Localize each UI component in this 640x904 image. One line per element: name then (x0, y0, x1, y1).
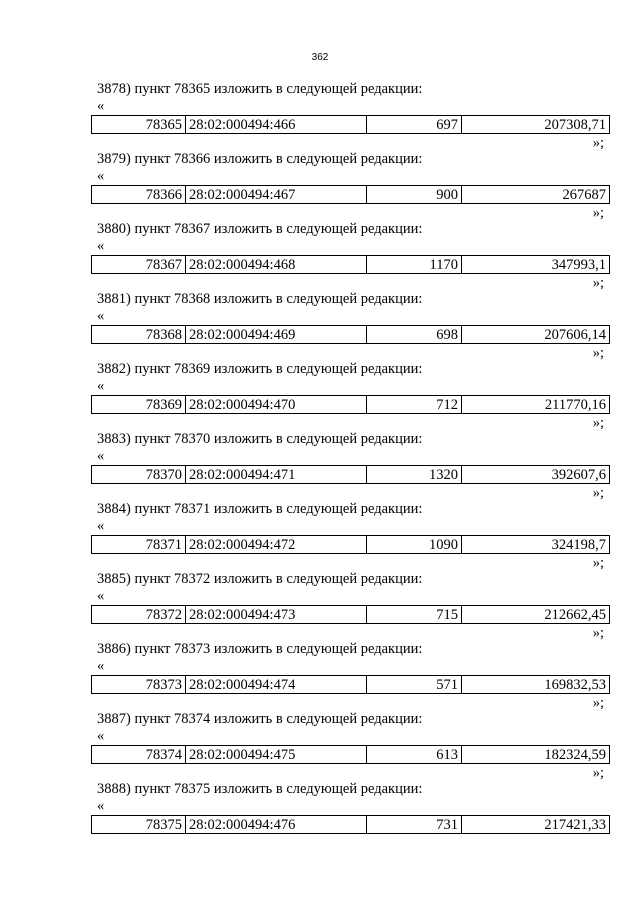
amendment-table (91, 535, 610, 554)
value-cell: 347993,1 (462, 256, 610, 274)
cadastral-number-cell: 28:02:000494:475 (186, 746, 367, 764)
table-row (92, 746, 610, 764)
cadastral-number-cell: 28:02:000494:467 (186, 186, 367, 204)
area-cell: 900 (367, 186, 462, 204)
closing-quote: »; (592, 205, 604, 221)
opening-quote: « (97, 728, 105, 744)
amendment-intro: 3880) пункт 78367 изложить в следующей редакции: (97, 221, 423, 237)
cadastral-number-cell: 28:02:000494:472 (186, 536, 367, 554)
opening-quote: « (97, 98, 105, 114)
table-row (92, 396, 610, 414)
value-cell: 217421,33 (462, 816, 610, 834)
amendment-entry (0, 710, 640, 780)
closing-quote: »; (592, 345, 604, 361)
amendment-table (91, 325, 610, 344)
cadastral-number-cell: 28:02:000494:469 (186, 326, 367, 344)
amendment-entry (0, 430, 640, 500)
item-number-cell: 78365 (92, 116, 186, 134)
closing-quote: »; (592, 695, 604, 711)
amendment-entry (0, 640, 640, 710)
amendment-intro: 3879) пункт 78366 изложить в следующей редакции: (97, 151, 423, 167)
area-cell: 1090 (367, 536, 462, 554)
table-row (92, 116, 610, 134)
table-row (92, 536, 610, 554)
cadastral-number-cell: 28:02:000494:468 (186, 256, 367, 274)
value-cell: 324198,7 (462, 536, 610, 554)
page-number: 362 (311, 52, 329, 63)
item-number-cell: 78373 (92, 676, 186, 694)
item-number-cell: 78366 (92, 186, 186, 204)
opening-quote: « (97, 168, 105, 184)
amendment-entry (0, 80, 640, 150)
amendment-entry (0, 360, 640, 430)
closing-quote: »; (592, 415, 604, 431)
item-number-cell: 78368 (92, 326, 186, 344)
opening-quote: « (97, 658, 105, 674)
table-row (92, 326, 610, 344)
value-cell: 212662,45 (462, 606, 610, 624)
cadastral-number-cell: 28:02:000494:474 (186, 676, 367, 694)
amendment-intro: 3883) пункт 78370 изложить в следующей редакции: (97, 431, 423, 447)
amendment-table (91, 815, 610, 834)
area-cell: 1320 (367, 466, 462, 484)
amendment-table (91, 255, 610, 274)
item-number-cell: 78372 (92, 606, 186, 624)
amendment-intro: 3885) пункт 78372 изложить в следующей редакции: (97, 571, 423, 587)
closing-quote: »; (592, 485, 604, 501)
value-cell: 267687 (462, 186, 610, 204)
item-number-cell: 78375 (92, 816, 186, 834)
cadastral-number-cell: 28:02:000494:466 (186, 116, 367, 134)
opening-quote: « (97, 518, 105, 534)
cadastral-number-cell: 28:02:000494:473 (186, 606, 367, 624)
closing-quote: »; (592, 555, 604, 571)
closing-quote: »; (592, 135, 604, 151)
amendment-table (91, 115, 610, 134)
area-cell: 1170 (367, 256, 462, 274)
value-cell: 207308,71 (462, 116, 610, 134)
area-cell: 698 (367, 326, 462, 344)
amendment-intro: 3886) пункт 78373 изложить в следующей редакции: (97, 641, 423, 657)
amendment-entry (0, 290, 640, 360)
amendment-entry (0, 150, 640, 220)
table-row (92, 466, 610, 484)
area-cell: 715 (367, 606, 462, 624)
item-number-cell: 78370 (92, 466, 186, 484)
value-cell: 211770,16 (462, 396, 610, 414)
amendment-intro: 3887) пункт 78374 изложить в следующей редакции: (97, 711, 423, 727)
closing-quote: »; (592, 275, 604, 291)
value-cell: 182324,59 (462, 746, 610, 764)
table-row (92, 186, 610, 204)
value-cell: 207606,14 (462, 326, 610, 344)
area-cell: 731 (367, 816, 462, 834)
amendment-table (91, 185, 610, 204)
opening-quote: « (97, 238, 105, 254)
amendment-entry (0, 780, 640, 850)
cadastral-number-cell: 28:02:000494:471 (186, 466, 367, 484)
opening-quote: « (97, 448, 105, 464)
cadastral-number-cell: 28:02:000494:476 (186, 816, 367, 834)
opening-quote: « (97, 588, 105, 604)
amendment-table (91, 605, 610, 624)
table-row (92, 256, 610, 274)
cadastral-number-cell: 28:02:000494:470 (186, 396, 367, 414)
item-number-cell: 78374 (92, 746, 186, 764)
closing-quote: »; (592, 625, 604, 641)
table-row (92, 606, 610, 624)
area-cell: 571 (367, 676, 462, 694)
area-cell: 697 (367, 116, 462, 134)
table-row (92, 816, 610, 834)
table-row (92, 676, 610, 694)
area-cell: 613 (367, 746, 462, 764)
amendment-table (91, 395, 610, 414)
value-cell: 169832,53 (462, 676, 610, 694)
amendment-intro: 3884) пункт 78371 изложить в следующей редакции: (97, 501, 423, 517)
amendment-entry (0, 500, 640, 570)
value-cell: 392607,6 (462, 466, 610, 484)
amendment-entry (0, 570, 640, 640)
amendment-intro: 3882) пункт 78369 изложить в следующей редакции: (97, 361, 423, 377)
item-number-cell: 78369 (92, 396, 186, 414)
amendment-intro: 3888) пункт 78375 изложить в следующей редакции: (97, 781, 423, 797)
amendment-intro: 3881) пункт 78368 изложить в следующей редакции: (97, 291, 423, 307)
opening-quote: « (97, 798, 105, 814)
opening-quote: « (97, 308, 105, 324)
amendment-intro: 3878) пункт 78365 изложить в следующей редакции: (97, 81, 423, 97)
item-number-cell: 78367 (92, 256, 186, 274)
amendment-table (91, 745, 610, 764)
amendment-list (0, 80, 640, 850)
amendment-table (91, 675, 610, 694)
opening-quote: « (97, 378, 105, 394)
item-number-cell: 78371 (92, 536, 186, 554)
closing-quote: »; (592, 765, 604, 781)
area-cell: 712 (367, 396, 462, 414)
amendment-entry (0, 220, 640, 290)
amendment-table (91, 465, 610, 484)
